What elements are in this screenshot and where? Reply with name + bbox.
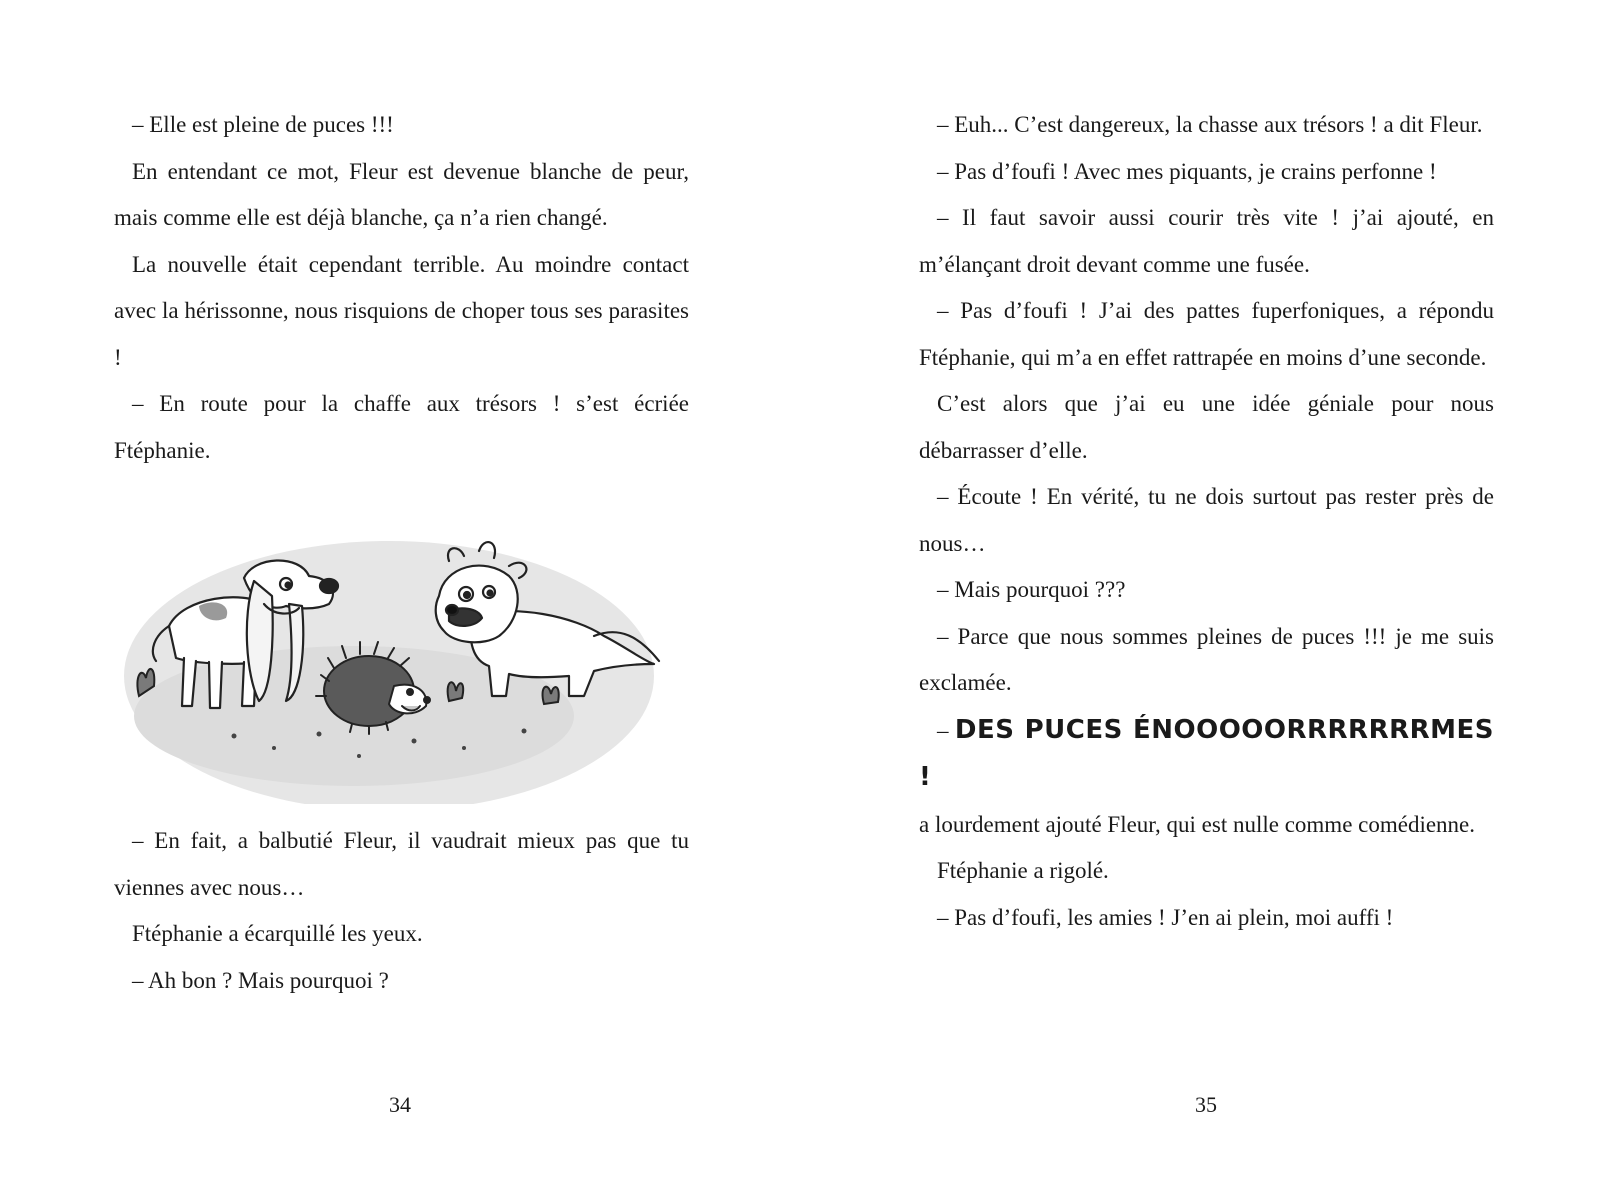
shout-line <box>919 707 1494 802</box>
page-number: 34 <box>389 1092 411 1117</box>
left-text-column <box>114 102 689 1004</box>
paragraph: La nouvelle était cependant terrible. Au moindre contact avec la hérissonne, nous risquions de choper tous ses parasites ! <box>114 251 689 370</box>
shout-dash: – <box>937 717 955 743</box>
paragraph: – En route pour la chaffe aux trésors ! s’est écriée Ftéphanie. <box>114 391 689 463</box>
paragraph: – Écoute ! En vérité, tu ne dois surtout pas rester près de nous… <box>919 484 1494 556</box>
paragraph: Ftéphanie a rigolé. <box>937 858 1109 883</box>
paragraph: – Parce que nous sommes pleines de puces !!! je me suis exclamée. <box>919 623 1494 695</box>
paragraph: C’est alors que j’ai eu une idée géniale pour nous débarrasser d’elle. <box>919 391 1494 463</box>
paragraph: – Elle est pleine de puces !!! <box>132 112 394 137</box>
paragraph: – Ah bon ? Mais pourquoi ? <box>132 967 389 993</box>
page-number: 35 <box>1195 1092 1217 1117</box>
paragraph: En entendant ce mot, Fleur est devenue blanche de peur, mais comme elle est déjà blanche, ça n’a rien changé. <box>114 158 689 230</box>
paragraph: Ftéphanie a écarquillé les yeux. <box>132 921 423 946</box>
paragraph: – Pas d’foufi, les amies ! J’en ai plein, moi auffi ! <box>937 904 1394 930</box>
paragraph: – Il faut savoir aussi courir très vite ! j’ai ajouté, en m’élançant droit devant comme une fusée. <box>919 205 1494 277</box>
paragraph: – Mais pourquoi ??? <box>937 577 1126 602</box>
right-text-column <box>919 102 1494 941</box>
paragraph: a lourdement ajouté Fleur, qui est nulle comme comédienne. <box>919 811 1476 837</box>
shout-text: DES PUCES ÉNOOOOORRRRRRRMES ! <box>919 714 1495 792</box>
paragraph: – Pas d’foufi ! Avec mes piquants, je crains perfonne ! <box>937 158 1437 184</box>
right-page <box>800 0 1600 1200</box>
paragraph: – Pas d’foufi ! J’ai des pattes fuperfoniques, a répondu Ftéphanie, qui m’a en effet rattrapée en moins d’une seconde. <box>919 298 1494 370</box>
paragraph: – En fait, a balbutié Fleur, il vaudrait mieux pas que tu viennes avec nous… <box>114 828 689 900</box>
illustration-dog-hedgehog-cat <box>114 486 689 804</box>
paragraph: – Euh... C’est dangereux, la chasse aux trésors ! a dit Fleur. <box>937 112 1483 137</box>
